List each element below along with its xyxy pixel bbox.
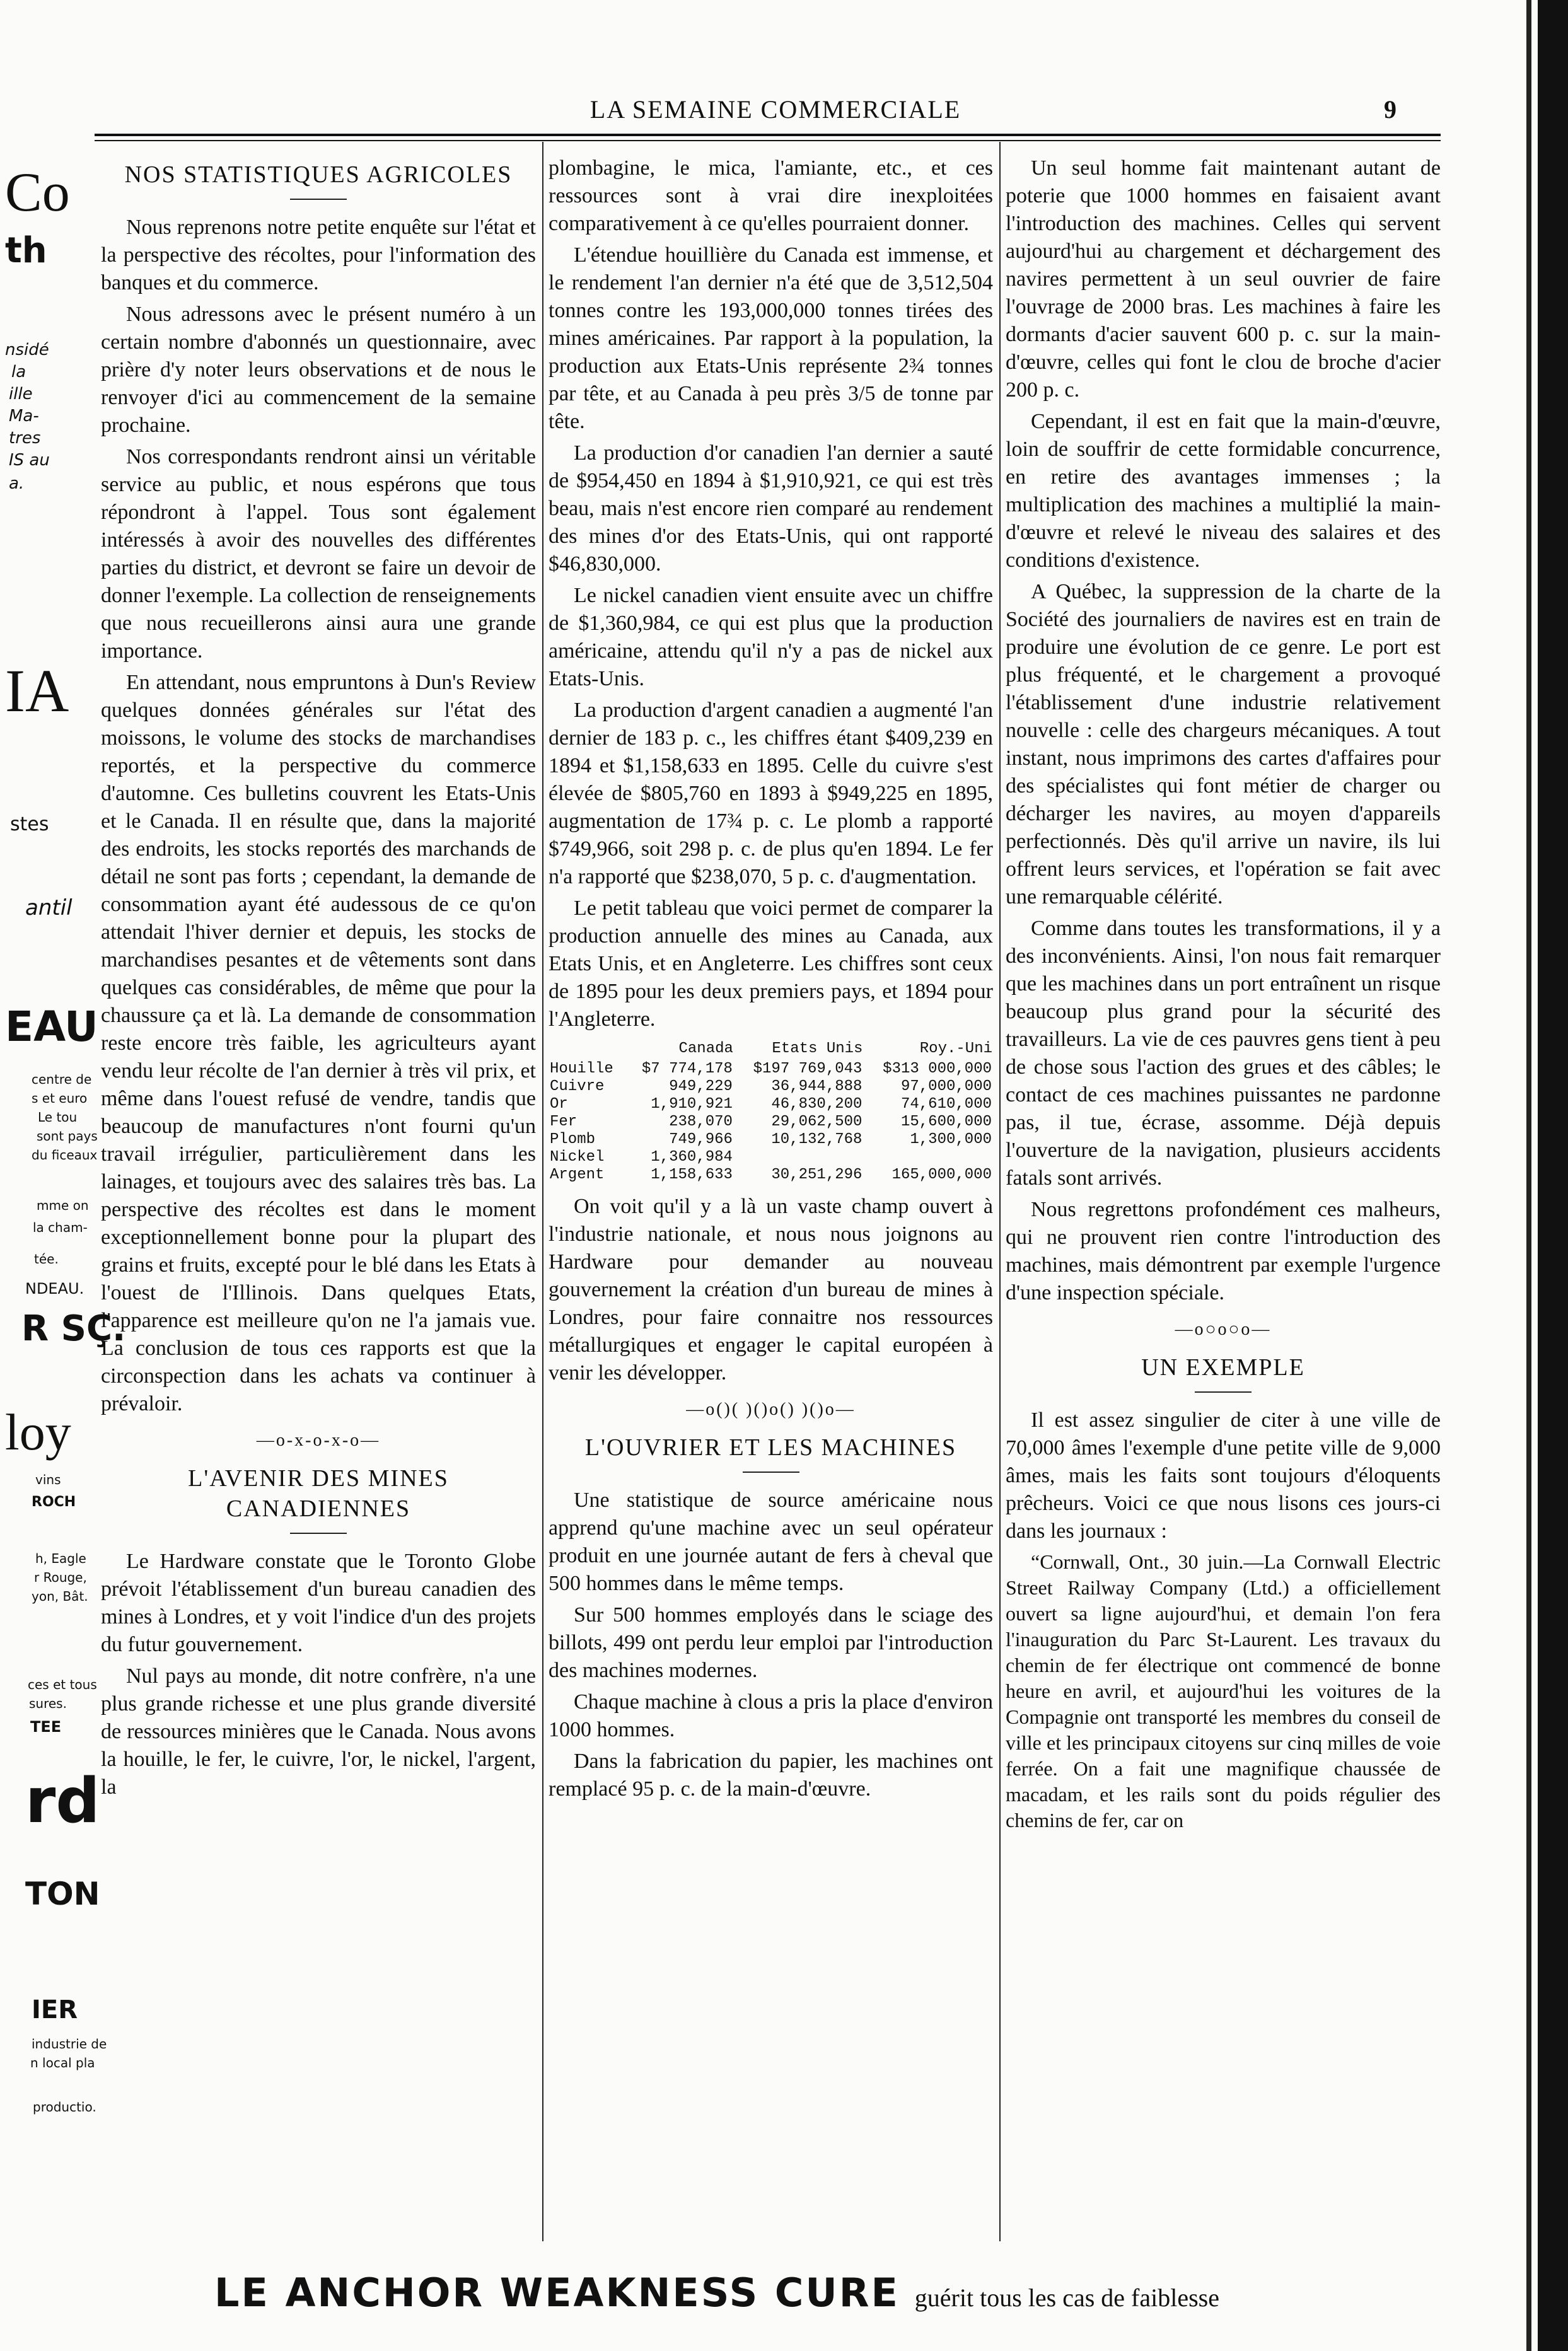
stub-text: EAU	[5, 1002, 98, 1051]
adjacent-page-fragment	[0, 0, 126, 2351]
paragraph: L'étendue houillière du Canada est immense, et le rendement l'an dernier n'a été que de 3,512,504 tonnes contre les 193,000,000 tonnes tirées des mines américaines. Par rapport à la population, la production aux Etats-Unis représente 2¾ tonnes par tête, et au Canada à peu près 3/5 de tonne par tête.	[549, 243, 993, 433]
stub-text: centre de	[32, 1072, 92, 1087]
column-divider	[999, 142, 1001, 2241]
table-cell: 238,070	[669, 1113, 733, 1130]
article-heading: L'AVENIR DES MINES CANADIENNES	[188, 1465, 449, 1522]
paragraph: Le nickel canadien vient ensuite avec un chiffre de $1,360,984, ce qui est plus que la production américaine, attendu qu'il n'y a pas de nickel aux Etats-Unis.	[549, 584, 993, 690]
ornament-divider: —o()( )()o() )()o—	[686, 1400, 856, 1419]
paragraph: La production d'or canadien l'an dernier a sauté de $954,450 en 1894 à $1,910,921, ce qui est très beau, mais n'est encore rien comparé au rendement des mines d'or des Etats-Unis, qui ont rapporté $46,830,000.	[549, 441, 993, 576]
column-divider	[542, 142, 543, 2241]
column-2	[549, 154, 993, 1807]
table-row	[549, 1166, 993, 1184]
table-cell: Plomb	[550, 1131, 596, 1148]
stub-text: sont pays	[37, 1129, 98, 1144]
stub-text: tée.	[34, 1251, 59, 1267]
table-cell	[734, 1149, 864, 1166]
table-cell: 1,360,984	[651, 1149, 733, 1166]
table-cell: 949,229	[669, 1078, 733, 1095]
stub-text: nsidé	[5, 340, 49, 359]
stub-text: ces et tous	[28, 1677, 97, 1692]
article-heading: NOS STATISTIQUES AGRICOLES	[124, 161, 513, 188]
heading-dash	[1195, 1391, 1251, 1393]
stub-text: a.	[9, 474, 25, 493]
stub-text: IA	[5, 657, 69, 724]
paragraph: A Québec, la suppression de la charte de la Société des journaliers de navires est en train de produire une évolution de ce genre. Le port est plus fréquenté, et le chargement a provoqué l'établissement d'une industrie relativement nouvelle : celle des chargeurs mécaniques. A tout instant, nous imprimons des cartes d'affaires pour des spécialistes qui font métier de charger ou décharger les navires, au moyen d'appareils perfectionnés. Dès qu'il arrive un navire, ils lui offrent leurs services, et l'opération se fait avec une remarquable célérité.	[1006, 580, 1441, 908]
column-header: Roy.-Uni	[919, 1040, 992, 1057]
table-cell: Nickel	[550, 1149, 605, 1166]
table-cell: 15,600,000	[900, 1113, 992, 1130]
ornament-divider: —o-x-o-x-o—	[256, 1431, 381, 1450]
stub-text: Ma-	[9, 407, 39, 426]
table-cell: 30,251,296	[771, 1166, 862, 1183]
column-header	[549, 1040, 625, 1060]
header-rule	[95, 134, 1441, 136]
mining-production-table	[549, 1040, 993, 1184]
article-heading: L'OUVRIER ET LES MACHINES	[584, 1434, 957, 1461]
paragraph: Cependant, il est en fait que la main-d'œuvre, loin de souffrir de cette formidable concurrence, en retire des avantages immenses ; la multiplication des machines a multiplié la main-d'œuvre et relevé le niveau des salaires et des conditions d'existence.	[1006, 410, 1441, 572]
table-row	[549, 1096, 993, 1113]
heading-dash	[290, 1533, 347, 1534]
paragraph: Dans la fabrication du papier, les machines ont remplacé 95 p. c. de la main-d'œuvre.	[549, 1750, 993, 1801]
paragraph: On voit qu'il y a là un vaste champ ouvert à l'industrie nationale, et nous nous joignons au Hardware pour demander au nouveau gouvernement la création d'un bureau de mines à Londres, pour faire connaitre nos ressources métallurgiques et engager le capital européen à venir les développer.	[549, 1195, 993, 1384]
table-cell: $7 774,178	[641, 1060, 733, 1077]
ad-headline: LE ANCHOR WEAKNESS CURE	[214, 2270, 900, 2316]
table-cell: Cuivre	[550, 1078, 605, 1095]
table-cell: 97,000,000	[900, 1078, 992, 1095]
table-header-row	[549, 1040, 993, 1060]
paragraph: Comme dans toutes les transformations, il y a des inconvénients. Ainsi, l'on nous fait remarquer que les machines dans un port entraînent un risque beaucoup plus grand pour la sécurité des travailleurs. La vie de ces pauvres gens tient à peu de chose sous l'action des grues et des câbles; le contact de ces machines puissantes ne pardonne pas, il tue, écrase, assomme. Déjà depuis l'ouverture de la navigation, plusieurs accidents fatals sont arrivés.	[1006, 917, 1441, 1190]
paragraph: Le petit tableau que voici permet de comparer la production annuelle des mines au Canada, aux Etats Unis, et en Angleterre. Les chiffres sont ceux de 1895 pour les deux premiers pays, et 1894 pour l'Angleterre.	[549, 897, 993, 1031]
table-row	[549, 1060, 993, 1078]
stub-text: la	[11, 363, 26, 381]
table-cell: $197 769,043	[753, 1060, 862, 1077]
stub-text: IS au	[9, 451, 50, 470]
stub-text: Co	[5, 162, 70, 223]
table-cell: 29,062,500	[771, 1113, 862, 1130]
quoted-paragraph: “Cornwall, Ont., 30 juin.—La Cornwall Electric Street Railway Company (Ltd.) a officiellement ouvert sa ligne aujourd'hui, et demain l'on fera l'inauguration du Parc St-Laurent. Les travaux du chemin de fer électrique ont commencé de bonne heure en avril, et aujourd'hui les voitures de la Compagnie ont transporté les membres du conseil de ville et les principaux citoyens sur cinq milles de voie ferrée. On a fait une magnifique chaussée de macadam, et les rails sont du poids régulier des chemins de fer, car on	[1006, 1550, 1441, 1831]
paragraph: Nos correspondants rendront ainsi un véritable service au public, et nous espérons que tous répondront à l'appel. Tous sont également intéressés à avoir des nouvelles des différentes parties du district, et devront se faire un devoir de donner l'exemple. La collection de renseignements que nous recueillerons ainsi aura une grande importance.	[101, 445, 536, 663]
table-cell: Argent	[550, 1166, 605, 1183]
paragraph: En attendant, nous empruntons à Dun's Review quelques données générales sur l'état des moissons, le volume des stocks de marchandises reportés, et la perspective du commerce d'automne. Ces bulletins couvrent les Etats-Unis et le Canada. Il en résulte que, dans la majorité des endroits, les stocks reportés des marchands de détail ne sont pas forts ; cependant, la demande de consommation ayant été audessous de ce qu'on attendait l'hiver dernier et depuis, les stocks de marchandises pesantes et de vêtements sont dans quelques cas considérables, de même que pour la chaussure ça et là. La demande de consommation reste encore très faible, les agriculteurs ayant vendu leur récolte de l'an dernier à très vil prix, et même dans l'ouest refusé de vendre, tandis que beaucoup de manufactures n'ont fourni qu'un travail irrégulier, particulièrement dans les lainages, et toujours avec des salaires très bas. La perspective des récoltes est dans le moment exceptionnellement bonne pour la plupart des grains et fruits, excepté pour le blé dans les Etats à l'ouest de l'Illinois. Dans quelques Etats, l'apparence est meilleure qu'on ne l'a jamais vue. La conclusion de tous ces rapports est que la circonspection dans les achats va continuer à prévaloir.	[101, 671, 536, 1415]
stub-text: du ficeaux	[32, 1147, 98, 1163]
paragraph: Chaque machine à clous a pris la place d'environ 1000 hommes.	[549, 1690, 993, 1741]
stub-text: sures.	[29, 1696, 67, 1711]
paragraph: Le Hardware constate que le Toronto Globe prévoit l'établissement d'un bureau canadien des mines à Londres, et y voit l'indice d'un des projets du futur gouvernement.	[101, 1550, 536, 1656]
stub-text: ROCH	[32, 1494, 76, 1510]
paragraph: Une statistique de source américaine nous apprend qu'une machine avec un seul opérateur produit en une journée autant de fers à cheval que 500 hommes dans le même temps.	[549, 1489, 993, 1595]
column-header: Etats Unis	[772, 1040, 863, 1057]
table-cell: 36,944,888	[771, 1078, 862, 1095]
table-cell: $313 000,000	[883, 1060, 992, 1077]
table-cell: 46,830,200	[771, 1096, 862, 1113]
stub-text: la cham-	[33, 1220, 88, 1235]
running-title: LA SEMAINE COMMERCIALE	[589, 95, 961, 124]
stub-text: th	[5, 230, 47, 271]
paragraph: Il est assez singulier de citer à une ville de 70,000 âmes l'exemple d'une petite ville de 9,000 âmes, mais les faits sont toujours d'éloquents prêcheurs. Voici ce que nous lisons ces jours-ci dans les journaux :	[1006, 1408, 1441, 1543]
stub-text: r Rouge,	[34, 1570, 87, 1585]
paragraph: Un seul homme fait maintenant autant de poterie que 1000 hommes en faisaient avant l'introduction des machines. Celles qui servent aujourd'hui au chargement et déchargement des navires permettent à un seul ouvrier de faire l'ouvrage de 2000 bras. Les machines à faire les dormants d'acier sauvent 600 p. c. sur la main-d'œuvre, celles qui font le clou de broche d'acier 200 p. c.	[1006, 156, 1441, 402]
stub-text: TON	[25, 1876, 100, 1912]
stub-text: loy	[5, 1403, 71, 1461]
footer-advertisement	[214, 2270, 1412, 2316]
stub-text: Le tou	[38, 1110, 78, 1125]
paragraph: Sur 500 hommes employés dans le sciage des billots, 499 ont perdu leur emploi par l'introduction des machines modernes.	[549, 1603, 993, 1682]
table-row	[549, 1113, 993, 1131]
stub-text: TEE	[30, 1718, 62, 1736]
paragraph: Nous adressons avec le présent numéro à un certain nombre d'abonnés un questionnaire, avec prière d'y noter leurs observations et de nous le renvoyer d'ici au commencement de la semaine prochaine.	[101, 303, 536, 437]
table-cell: 1,300,000	[910, 1131, 992, 1148]
stub-text: yon, Bât.	[32, 1589, 88, 1604]
stub-text: NDEAU.	[25, 1280, 84, 1297]
article-heading: UN EXEMPLE	[1141, 1354, 1305, 1381]
stub-text: IER	[32, 1995, 78, 2024]
stub-text: s et euro	[32, 1091, 88, 1106]
table-cell: 1,910,921	[651, 1096, 733, 1113]
table-cell: 1,158,633	[651, 1166, 733, 1183]
stub-text: vins	[35, 1472, 61, 1487]
table-cell: Or	[550, 1096, 568, 1113]
stub-text: rd	[25, 1765, 100, 1837]
table-row	[549, 1078, 993, 1096]
stub-text: antil	[25, 895, 73, 920]
ad-tagline: guérit tous les cas de faiblesse	[914, 2284, 1219, 2312]
table-cell: Houille	[550, 1060, 613, 1077]
paragraph: plombagine, le mica, l'amiante, etc., et ces ressources sont à vrai dire inexploitées comparativement à ce qu'elles pourraient donner.	[549, 156, 993, 235]
heading-dash	[290, 199, 347, 200]
column-3	[1006, 154, 1441, 1837]
stub-text: n local pla	[30, 2055, 95, 2070]
table-cell: 749,966	[669, 1131, 733, 1148]
paragraph: Nul pays au monde, dit notre confrère, n'a une plus grande richesse et une plus grande diversité de ressources minières que le Canada. Nous avons la houille, le fer, le cuivre, l'or, le nickel, l'argent, la	[101, 1664, 536, 1799]
paragraph: La production d'argent canadien a augmenté l'an dernier de 183 p. c., les chiffres étant $409,239 en 1894 et $1,158,633 en 1895. Celle du cuivre s'est élevée de $805,760 en 1893 à $949,225 en 1895, augmentation de 17¾ p. c. Le plomb a rapporté $749,966, soit 298 p. c. de plus qu'en 1894. Le fer n'a rapporté que $238,070, 5 p. c. d'augmentation.	[549, 699, 993, 888]
heading-dash	[743, 1472, 799, 1473]
paragraph: Nous reprenons notre petite enquête sur l'état et la perspective des récoltes, pour l'information des banques et du commerce.	[101, 216, 536, 294]
stub-text: stes	[10, 813, 49, 835]
column-1	[101, 154, 536, 1805]
page-number: 9	[1384, 95, 1397, 124]
table-cell: Fer	[550, 1113, 578, 1130]
stub-text: mme on	[37, 1198, 89, 1213]
header-rule-thin	[95, 140, 1441, 141]
page-edge-line	[1526, 0, 1531, 2351]
table-cell: 165,000,000	[891, 1166, 992, 1183]
table-cell	[863, 1149, 993, 1166]
table-cell: 74,610,000	[900, 1096, 992, 1113]
table-row	[549, 1131, 993, 1149]
column-header: Canada	[678, 1040, 733, 1057]
stub-text: h, Eagle	[35, 1551, 86, 1566]
page-edge-shadow	[1538, 0, 1568, 2351]
table-cell: 10,132,768	[771, 1131, 862, 1148]
table-row	[549, 1149, 993, 1166]
ornament-divider: —o○o○o—	[1175, 1320, 1272, 1339]
stub-text: ille	[9, 385, 33, 403]
stub-text: tres	[9, 429, 41, 448]
stub-text: industrie de	[32, 2036, 107, 2052]
stub-text: productio.	[33, 2099, 96, 2115]
paragraph: Nous regrettons profondément ces malheurs, qui ne prouvent rien contre l'introduction des machines, mais démontrent par exemple l'urgence d'une inspection spéciale.	[1006, 1198, 1441, 1304]
stub-text: R SÇ.	[21, 1308, 126, 1349]
